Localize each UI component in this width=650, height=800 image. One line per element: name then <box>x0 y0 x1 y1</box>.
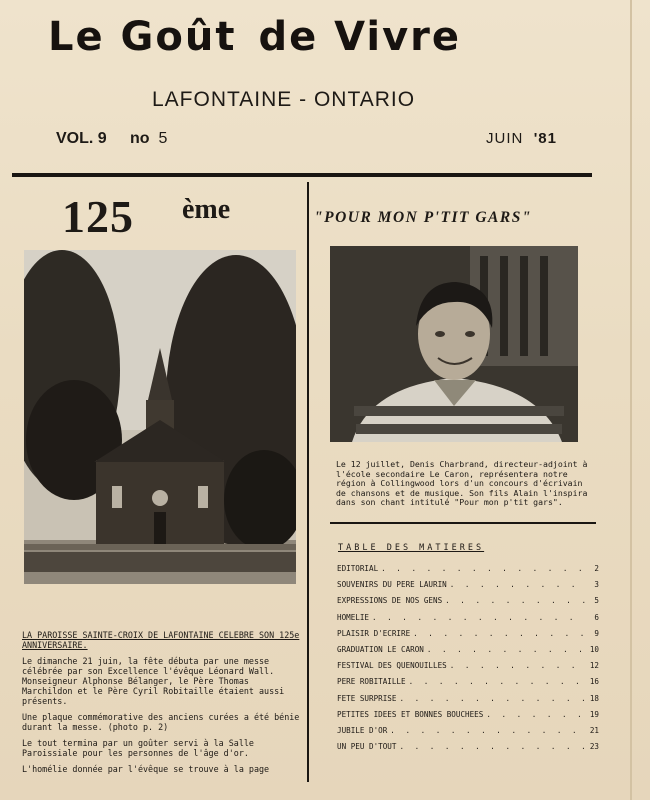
toc-item[interactable] <box>337 694 599 710</box>
anniversary-paragraph-1: Le dimanche 21 juin, la fête débuta par une messe célébrée par son Excellence l'évêque Léonard Wall. Monseigneur Alphonse Bélanger, le Père Thomas Marchildon et le Père Cyril Robitaille étaient aussi présents. <box>22 656 285 706</box>
toc-leader <box>442 596 585 605</box>
toc-item-page: 3 <box>594 580 599 590</box>
toc-item-title: GRADUATION LE CARON <box>337 644 424 654</box>
toc-item[interactable] <box>337 742 599 758</box>
toc-heading: TABLE DES MATIERES <box>338 543 485 553</box>
toc-item[interactable] <box>337 726 599 742</box>
anniversary-headline: 125 <box>62 191 134 242</box>
toc-item-title: EDITORIAL <box>337 564 379 573</box>
header-rule <box>12 173 592 177</box>
toc-item[interactable] <box>337 677 599 693</box>
toc-item-page: 2 <box>594 564 599 573</box>
masthead-title-part2: de Vivre <box>258 14 462 60</box>
table-of-contents <box>337 564 599 758</box>
toc-leader <box>447 580 585 589</box>
anniversary-paragraph-3: Le tout termina par un goûter servi à la Salle Paroissiale pour les personnes de l'âge d'or. <box>22 738 254 758</box>
church-photo <box>24 250 296 584</box>
anniversary-headline-suffix: ème <box>182 194 231 225</box>
column-rule <box>307 182 309 782</box>
toc-item-title: FESTIVAL DES QUENOUILLES <box>337 661 447 671</box>
toc-item-page: 10 <box>589 644 599 654</box>
masthead-location: LAFONTAINE - ONTARIO <box>152 88 416 111</box>
toc-item-title: SOUVENIRS DU PERE LAURIN <box>337 580 447 590</box>
toc-leader <box>447 661 585 670</box>
issue-label <box>130 130 167 148</box>
toc-item-page: 18 <box>589 693 599 703</box>
issue-prefix: no <box>130 130 150 147</box>
song-article-caption: Le 12 juillet, Denis Charbrand, directeur-adjoint à l'école secondaire Le Caron, représentera notre région à Collingwood lors d'un concours d'écrivain de chansons et de musique. Son fils Alain l'inspira dans son chant intitulé "Pour mon p'tit gars". <box>336 459 588 508</box>
toc-item-title: UN PEU D'TOUT <box>337 742 397 752</box>
issue-month: JUIN <box>486 130 524 147</box>
toc-item[interactable] <box>337 629 599 645</box>
toc-leader <box>410 629 585 638</box>
toc-item-page: 21 <box>589 725 599 735</box>
anniversary-article-heading: LA PAROISSE SAINTE-CROIX DE LAFONTAINE CELEBRE SON 125e ANNIVERSAIRE. <box>22 630 300 650</box>
toc-item-page: 19 <box>589 709 599 719</box>
toc-item-page: 6 <box>594 612 599 622</box>
toc-item-page: 23 <box>589 742 599 752</box>
toc-item[interactable] <box>337 710 599 726</box>
toc-rule <box>330 522 596 524</box>
anniversary-paragraph-4: L'homélie donnée par l'évêque se trouve à la page <box>22 764 270 774</box>
masthead-title-part1: Le Goût <box>48 14 237 60</box>
toc-item-title: FETE SURPRISE <box>337 693 397 703</box>
toc-item-title: PLAISIR D'ECRIRE <box>337 628 411 638</box>
volume-label: VOL. 9 <box>56 130 107 147</box>
toc-item-page: 9 <box>594 628 599 638</box>
toc-leader <box>396 742 585 751</box>
anniversary-paragraph-2: Une plaque commémorative des anciens curées a été bénie durant la messe. (photo p. 2) <box>22 712 300 732</box>
masthead-title <box>48 14 568 60</box>
toc-item-page: 12 <box>589 661 599 671</box>
toc-item-page: 5 <box>594 596 599 606</box>
toc-item[interactable] <box>337 580 599 596</box>
toc-item-title: EXPRESSIONS DE NOS GENS <box>337 596 443 606</box>
issue-year: '81 <box>533 130 557 147</box>
toc-leader <box>424 645 585 654</box>
page-fold <box>630 0 632 800</box>
toc-leader <box>387 726 585 735</box>
toc-leader <box>369 613 585 622</box>
portrait-photo <box>330 246 578 442</box>
song-article-headline: "POUR MON P'TIT GARS" <box>314 209 532 226</box>
toc-leader <box>378 564 585 573</box>
toc-item[interactable] <box>337 613 599 629</box>
toc-item[interactable] <box>337 661 599 677</box>
toc-leader <box>396 694 585 703</box>
toc-item-title: PETITES IDEES ET BONNES BOUCHEES <box>337 709 484 719</box>
toc-item-title: HOMELIE <box>337 612 370 622</box>
toc-item-title: JUBILE D'OR <box>337 725 388 735</box>
issue-number: 5 <box>158 130 168 147</box>
toc-item-page: 16 <box>589 677 599 687</box>
toc-item-title: PERE ROBITAILLE <box>337 677 406 687</box>
toc-leader <box>483 710 585 719</box>
anniversary-article <box>22 630 304 780</box>
toc-item[interactable] <box>337 645 599 661</box>
issue-date <box>486 130 557 147</box>
toc-item[interactable] <box>337 596 599 612</box>
toc-leader <box>406 677 585 686</box>
toc-item[interactable] <box>337 564 599 580</box>
